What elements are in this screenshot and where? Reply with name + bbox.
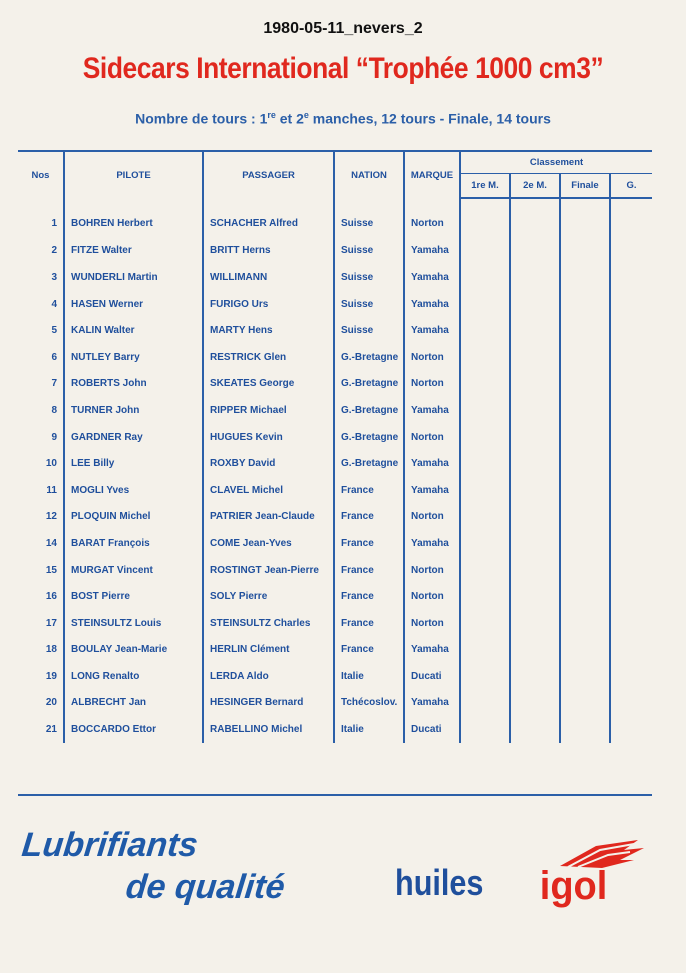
row-m1 bbox=[460, 504, 510, 531]
entry-table-body bbox=[18, 198, 652, 743]
row-m2 bbox=[510, 637, 560, 664]
table-row bbox=[18, 450, 652, 477]
row-passager: RIPPER Michael bbox=[203, 397, 334, 424]
row-marque: Yamaha bbox=[404, 477, 460, 504]
row-finale bbox=[560, 450, 610, 477]
table-row bbox=[18, 530, 652, 557]
row-nation: G.-Bretagne bbox=[334, 450, 404, 477]
row-marque: Norton bbox=[404, 504, 460, 531]
row-finale bbox=[560, 397, 610, 424]
row-m2 bbox=[510, 397, 560, 424]
row-finale bbox=[560, 317, 610, 344]
row-finale bbox=[560, 663, 610, 690]
row-m1 bbox=[460, 530, 510, 557]
row-num: 11 bbox=[46, 484, 57, 496]
header-marque: MARQUE bbox=[404, 151, 460, 198]
row-marque: Yamaha bbox=[404, 317, 460, 344]
row-marque: Ducati bbox=[404, 663, 460, 690]
row-pilote: KALIN Walter bbox=[64, 317, 203, 344]
row-passager: BRITT Herns bbox=[203, 238, 334, 265]
row-passager: HESINGER Bernard bbox=[203, 690, 334, 717]
row-g bbox=[610, 716, 652, 743]
row-nation: France bbox=[334, 477, 404, 504]
row-num: 8 bbox=[51, 404, 57, 416]
row-passager: WILLIMANN bbox=[203, 264, 334, 291]
row-nation: France bbox=[334, 530, 404, 557]
row-m2 bbox=[510, 557, 560, 584]
row-finale bbox=[560, 424, 610, 451]
header-pilote: PILOTE bbox=[64, 151, 203, 198]
laps-sup1: re bbox=[267, 110, 276, 120]
table-row bbox=[18, 291, 652, 318]
row-num: 6 bbox=[51, 351, 57, 363]
row-m1 bbox=[460, 291, 510, 318]
row-finale bbox=[560, 637, 610, 664]
row-passager: SKEATES George bbox=[203, 371, 334, 398]
header-m1: 1re M. bbox=[460, 173, 510, 198]
header-m2: 2e M. bbox=[510, 173, 560, 198]
row-m2 bbox=[510, 690, 560, 717]
table-row bbox=[18, 477, 652, 504]
row-marque: Norton bbox=[404, 198, 460, 238]
row-marque: Yamaha bbox=[404, 291, 460, 318]
row-num: 4 bbox=[51, 298, 57, 310]
row-nation: Italie bbox=[334, 663, 404, 690]
row-finale bbox=[560, 690, 610, 717]
table-row bbox=[18, 663, 652, 690]
row-finale bbox=[560, 583, 610, 610]
header-finale: Finale bbox=[560, 173, 610, 198]
document-id: 1980-05-11_nevers_2 bbox=[263, 20, 423, 37]
row-m1 bbox=[460, 477, 510, 504]
row-passager: RABELLINO Michel bbox=[203, 716, 334, 743]
row-passager: LERDA Aldo bbox=[203, 663, 334, 690]
row-m2 bbox=[510, 583, 560, 610]
row-num: 9 bbox=[51, 431, 57, 443]
entry-table bbox=[18, 150, 652, 743]
row-passager: STEINSULTZ Charles bbox=[203, 610, 334, 637]
row-m2 bbox=[510, 610, 560, 637]
row-m2 bbox=[510, 450, 560, 477]
header-nation: NATION bbox=[334, 151, 404, 198]
row-g bbox=[610, 264, 652, 291]
row-nation: G.-Bretagne bbox=[334, 344, 404, 371]
row-m1 bbox=[460, 371, 510, 398]
row-passager: SCHACHER Alfred bbox=[203, 198, 334, 238]
row-pilote: HASEN Werner bbox=[64, 291, 203, 318]
row-m2 bbox=[510, 344, 560, 371]
row-finale bbox=[560, 291, 610, 318]
row-m1 bbox=[460, 583, 510, 610]
row-num: 19 bbox=[45, 670, 57, 682]
row-nation: Suisse bbox=[334, 238, 404, 265]
row-finale bbox=[560, 344, 610, 371]
row-passager: SOLY Pierre bbox=[203, 583, 334, 610]
row-num: 5 bbox=[51, 325, 57, 337]
row-m1 bbox=[460, 637, 510, 664]
row-pilote: BOCCARDO Ettor bbox=[64, 716, 203, 743]
table-row bbox=[18, 238, 652, 265]
row-g bbox=[610, 557, 652, 584]
row-marque: Norton bbox=[404, 557, 460, 584]
row-g bbox=[610, 637, 652, 664]
row-g bbox=[610, 450, 652, 477]
row-g bbox=[610, 317, 652, 344]
row-g bbox=[610, 610, 652, 637]
laps-sup2: e bbox=[303, 110, 309, 120]
row-pilote: ROBERTS John bbox=[64, 371, 203, 398]
row-num: 3 bbox=[51, 271, 57, 283]
row-finale bbox=[560, 610, 610, 637]
header-classement: Classement bbox=[460, 151, 652, 173]
row-num: 10 bbox=[45, 458, 57, 470]
row-marque: Norton bbox=[404, 424, 460, 451]
table-row bbox=[18, 264, 652, 291]
row-m2 bbox=[510, 198, 560, 238]
row-finale bbox=[560, 557, 610, 584]
row-m2 bbox=[510, 264, 560, 291]
row-finale bbox=[560, 238, 610, 265]
row-pilote: BARAT François bbox=[64, 530, 203, 557]
row-m1 bbox=[460, 716, 510, 743]
row-g bbox=[610, 344, 652, 371]
table-row bbox=[18, 637, 652, 664]
table-row bbox=[18, 424, 652, 451]
row-pilote: BOHREN Herbert bbox=[64, 198, 203, 238]
row-m1 bbox=[460, 424, 510, 451]
row-marque: Norton bbox=[404, 610, 460, 637]
table-row bbox=[18, 504, 652, 531]
row-finale bbox=[560, 530, 610, 557]
row-m1 bbox=[460, 663, 510, 690]
row-passager: HUGUES Kevin bbox=[203, 424, 334, 451]
row-g bbox=[610, 371, 652, 398]
row-pilote: STEINSULTZ Louis bbox=[64, 610, 203, 637]
row-nation: Suisse bbox=[334, 291, 404, 318]
row-nation: France bbox=[334, 583, 404, 610]
table-row bbox=[18, 371, 652, 398]
row-nation: G.-Bretagne bbox=[334, 424, 404, 451]
row-marque: Yamaha bbox=[404, 690, 460, 717]
row-passager: ROXBY David bbox=[203, 450, 334, 477]
row-passager: RESTRICK Glen bbox=[203, 344, 334, 371]
ad-line1: Lubrifiants bbox=[20, 826, 200, 864]
row-g bbox=[610, 663, 652, 690]
row-nation: France bbox=[334, 610, 404, 637]
row-finale bbox=[560, 198, 610, 238]
row-num: 7 bbox=[51, 378, 57, 390]
row-finale bbox=[560, 477, 610, 504]
table-row bbox=[18, 198, 652, 238]
table-row bbox=[18, 583, 652, 610]
row-finale bbox=[560, 371, 610, 398]
row-m1 bbox=[460, 198, 510, 238]
igol-brand: igol bbox=[539, 864, 608, 908]
header-passager: PASSAGER bbox=[203, 151, 334, 198]
row-marque: Yamaha bbox=[404, 238, 460, 265]
row-g bbox=[610, 397, 652, 424]
ad-line2: de qualité bbox=[124, 868, 287, 906]
entry-table-wrap bbox=[18, 150, 652, 743]
row-nation: Suisse bbox=[334, 317, 404, 344]
row-num: 18 bbox=[45, 644, 57, 656]
row-marque: Norton bbox=[404, 344, 460, 371]
row-nation: Italie bbox=[334, 716, 404, 743]
row-num: 14 bbox=[45, 537, 57, 549]
row-marque: Yamaha bbox=[404, 450, 460, 477]
row-m2 bbox=[510, 716, 560, 743]
table-row bbox=[18, 690, 652, 717]
row-m1 bbox=[460, 264, 510, 291]
row-passager: FURIGO Urs bbox=[203, 291, 334, 318]
row-pilote: BOST Pierre bbox=[64, 583, 203, 610]
row-num: 20 bbox=[45, 697, 57, 709]
row-m1 bbox=[460, 690, 510, 717]
row-marque: Norton bbox=[404, 371, 460, 398]
row-m2 bbox=[510, 238, 560, 265]
row-m2 bbox=[510, 291, 560, 318]
row-num: 2 bbox=[51, 245, 57, 257]
row-num: 16 bbox=[45, 591, 57, 603]
row-passager: CLAVEL Michel bbox=[203, 477, 334, 504]
header-num: Nos bbox=[31, 169, 50, 181]
row-passager: MARTY Hens bbox=[203, 317, 334, 344]
row-nation: Tchécoslov. bbox=[334, 690, 404, 717]
row-pilote: LEE Billy bbox=[64, 450, 203, 477]
footer-divider bbox=[18, 794, 652, 796]
table-row bbox=[18, 557, 652, 584]
row-nation: Suisse bbox=[334, 264, 404, 291]
row-g bbox=[610, 530, 652, 557]
row-finale bbox=[560, 264, 610, 291]
row-nation: France bbox=[334, 504, 404, 531]
row-passager: COME Jean-Yves bbox=[203, 530, 334, 557]
row-g bbox=[610, 477, 652, 504]
row-pilote: FITZE Walter bbox=[64, 238, 203, 265]
row-nation: France bbox=[334, 557, 404, 584]
row-m2 bbox=[510, 371, 560, 398]
row-m2 bbox=[510, 424, 560, 451]
row-finale bbox=[560, 716, 610, 743]
row-pilote: GARDNER Ray bbox=[64, 424, 203, 451]
row-num: 1 bbox=[51, 218, 57, 230]
row-m2 bbox=[510, 504, 560, 531]
row-m1 bbox=[460, 344, 510, 371]
row-m2 bbox=[510, 663, 560, 690]
row-m1 bbox=[460, 610, 510, 637]
row-g bbox=[610, 291, 652, 318]
row-nation: France bbox=[334, 637, 404, 664]
row-marque: Ducati bbox=[404, 716, 460, 743]
row-passager: ROSTINGT Jean-Pierre bbox=[203, 557, 334, 584]
row-g bbox=[610, 690, 652, 717]
row-pilote: WUNDERLI Martin bbox=[64, 264, 203, 291]
row-nation: G.-Bretagne bbox=[334, 397, 404, 424]
row-m2 bbox=[510, 530, 560, 557]
row-num: 21 bbox=[45, 724, 57, 736]
row-pilote: TURNER John bbox=[64, 397, 203, 424]
row-marque: Yamaha bbox=[404, 530, 460, 557]
row-finale bbox=[560, 504, 610, 531]
row-pilote: MURGAT Vincent bbox=[64, 557, 203, 584]
row-pilote: NUTLEY Barry bbox=[64, 344, 203, 371]
row-m2 bbox=[510, 317, 560, 344]
table-row bbox=[18, 344, 652, 371]
row-nation: G.-Bretagne bbox=[334, 371, 404, 398]
row-marque: Yamaha bbox=[404, 637, 460, 664]
laps-mid: et 2 bbox=[275, 110, 304, 127]
row-m1 bbox=[460, 557, 510, 584]
row-marque: Norton bbox=[404, 583, 460, 610]
row-nation: Suisse bbox=[334, 198, 404, 238]
row-g bbox=[610, 198, 652, 238]
row-g bbox=[610, 238, 652, 265]
row-num: 12 bbox=[45, 511, 57, 523]
row-num: 15 bbox=[45, 564, 57, 576]
row-marque: Yamaha bbox=[404, 264, 460, 291]
row-g bbox=[610, 504, 652, 531]
row-pilote: MOGLI Yves bbox=[64, 477, 203, 504]
laps-prefix: Nombre de tours : 1 bbox=[135, 110, 268, 127]
row-m1 bbox=[460, 397, 510, 424]
row-m1 bbox=[460, 450, 510, 477]
laps-info bbox=[0, 110, 686, 127]
table-row bbox=[18, 610, 652, 637]
table-row bbox=[18, 716, 652, 743]
igol-logo bbox=[538, 836, 648, 916]
row-pilote: BOULAY Jean-Marie bbox=[64, 637, 203, 664]
row-num: 17 bbox=[45, 617, 57, 629]
row-marque: Yamaha bbox=[404, 397, 460, 424]
row-pilote: PLOQUIN Michel bbox=[64, 504, 203, 531]
laps-suffix: manches, 12 tours - Finale, 14 tours bbox=[308, 110, 551, 127]
row-passager: PATRIER Jean-Claude bbox=[203, 504, 334, 531]
row-pilote: LONG Renalto bbox=[64, 663, 203, 690]
row-g bbox=[610, 424, 652, 451]
row-g bbox=[610, 583, 652, 610]
row-pilote: ALBRECHT Jan bbox=[64, 690, 203, 717]
row-m2 bbox=[510, 477, 560, 504]
header-g: G. bbox=[610, 173, 652, 198]
row-m1 bbox=[460, 238, 510, 265]
row-passager: HERLIN Clément bbox=[203, 637, 334, 664]
row-m1 bbox=[460, 317, 510, 344]
table-row bbox=[18, 397, 652, 424]
table-row bbox=[18, 317, 652, 344]
page-title: Sidecars International “Trophée 1000 cm3” bbox=[82, 52, 604, 85]
ad-huiles: huiles bbox=[395, 862, 484, 903]
